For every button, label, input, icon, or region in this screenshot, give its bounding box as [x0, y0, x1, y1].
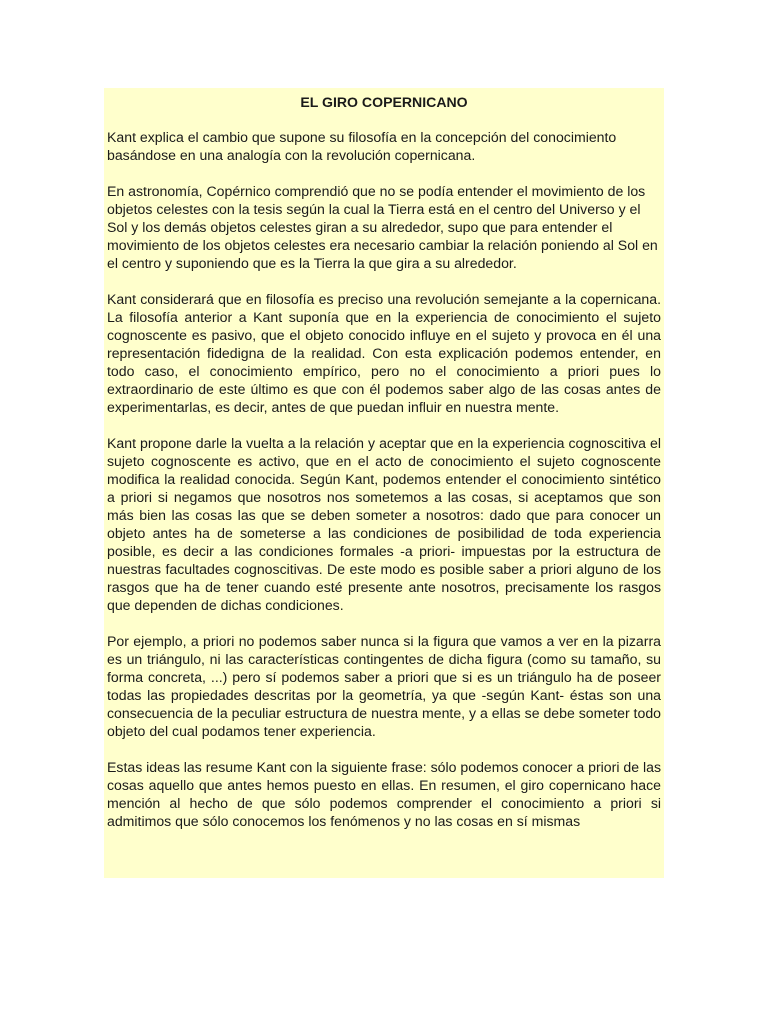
paragraph-example: Por ejemplo, a priori no podemos saber nunca si la figura que vamos a ver en la pizarra es un triángulo, ni las características contingentes de dicha figura (como su tamaño, su forma concreta, ...) pero sí podemos saber a priori que si es un triángulo ha de poseer todas las propiedades descritas por la geometría, ya que -según Kant- éstas son una consecuencia de la peculiar estructura de nuestra mente, y a ellas se debe someter todo objeto del cual podamos tener experiencia. [107, 633, 661, 739]
paragraph-summary: Estas ideas las resume Kant con la siguiente frase: sólo podemos conocer a priori de las cosas aquello que antes hemos puesto en ellas. En resumen, el giro copernicano hace mención al hecho de que sólo podemos comprender el conocimiento a priori si admitimos que sólo conocemos los fenómenos y no las cosas en sí mismas [107, 759, 661, 829]
paragraph-kant-proposal: Kant propone darle la vuelta a la relación y aceptar que en la experiencia cognoscitiva el sujeto cognoscente es activo, que en el acto de conocimiento el sujeto cognoscente modifica la realidad conocida. Según Kant, podemos entender el conocimiento sintético a priori si negamos que nosotros nos sometemos a las cosas, si aceptamos que son más bien las cosas las que se deben someter a nosotros: dado que para conocer un objeto antes ha de someterse a las condiciones de posibilidad de toda experiencia posible, es decir a las condiciones formales -a priori- impuestas por la estructura de nuestras facultades cognoscitivas. De este modo es posible saber a priori alguno de los rasgos que ha de tener cuando esté presente ante nosotros, precisamente los rasgos que dependen de dichas condiciones. [107, 435, 661, 613]
paragraph-intro: Kant explica el cambio que supone su filosofía en la concepción del conocimiento basándose en una analogía con la revolución copernicana. [107, 129, 617, 163]
paragraph-astronomy: En astronomía, Copérnico comprendió que no se podía entender el movimiento de los objetos celestes con la tesis según la cual la Tierra está en el centro del Universo y el Sol y los demás objetos celestes giran a su alrededor, supo que para entender el movimiento de los objetos celestes era necesario cambiar la relación poniendo al Sol en el centro y suponiendo que es la Tierra la que gira a su alrededor. [107, 183, 658, 271]
document-title: EL GIRO COPERNICANO [300, 94, 468, 110]
document-page [104, 88, 664, 878]
paragraph-kant-revolution: Kant considerará que en filosofía es preciso una revolución semejante a la copernicana. La filosofía anterior a Kant suponía que en la experiencia de conocimiento el sujeto cognoscente es pasivo, que el objeto conocido influye en el sujeto y provoca en él una representación fidedigna de la realidad. Con esta explicación podemos entender, en todo caso, el conocimiento empírico, pero no el conocimiento a priori pues lo extraordinario de este último es que con él podemos saber algo de las cosas antes de experimentarlas, es decir, antes de que puedan influir en nuestra mente. [107, 291, 661, 415]
